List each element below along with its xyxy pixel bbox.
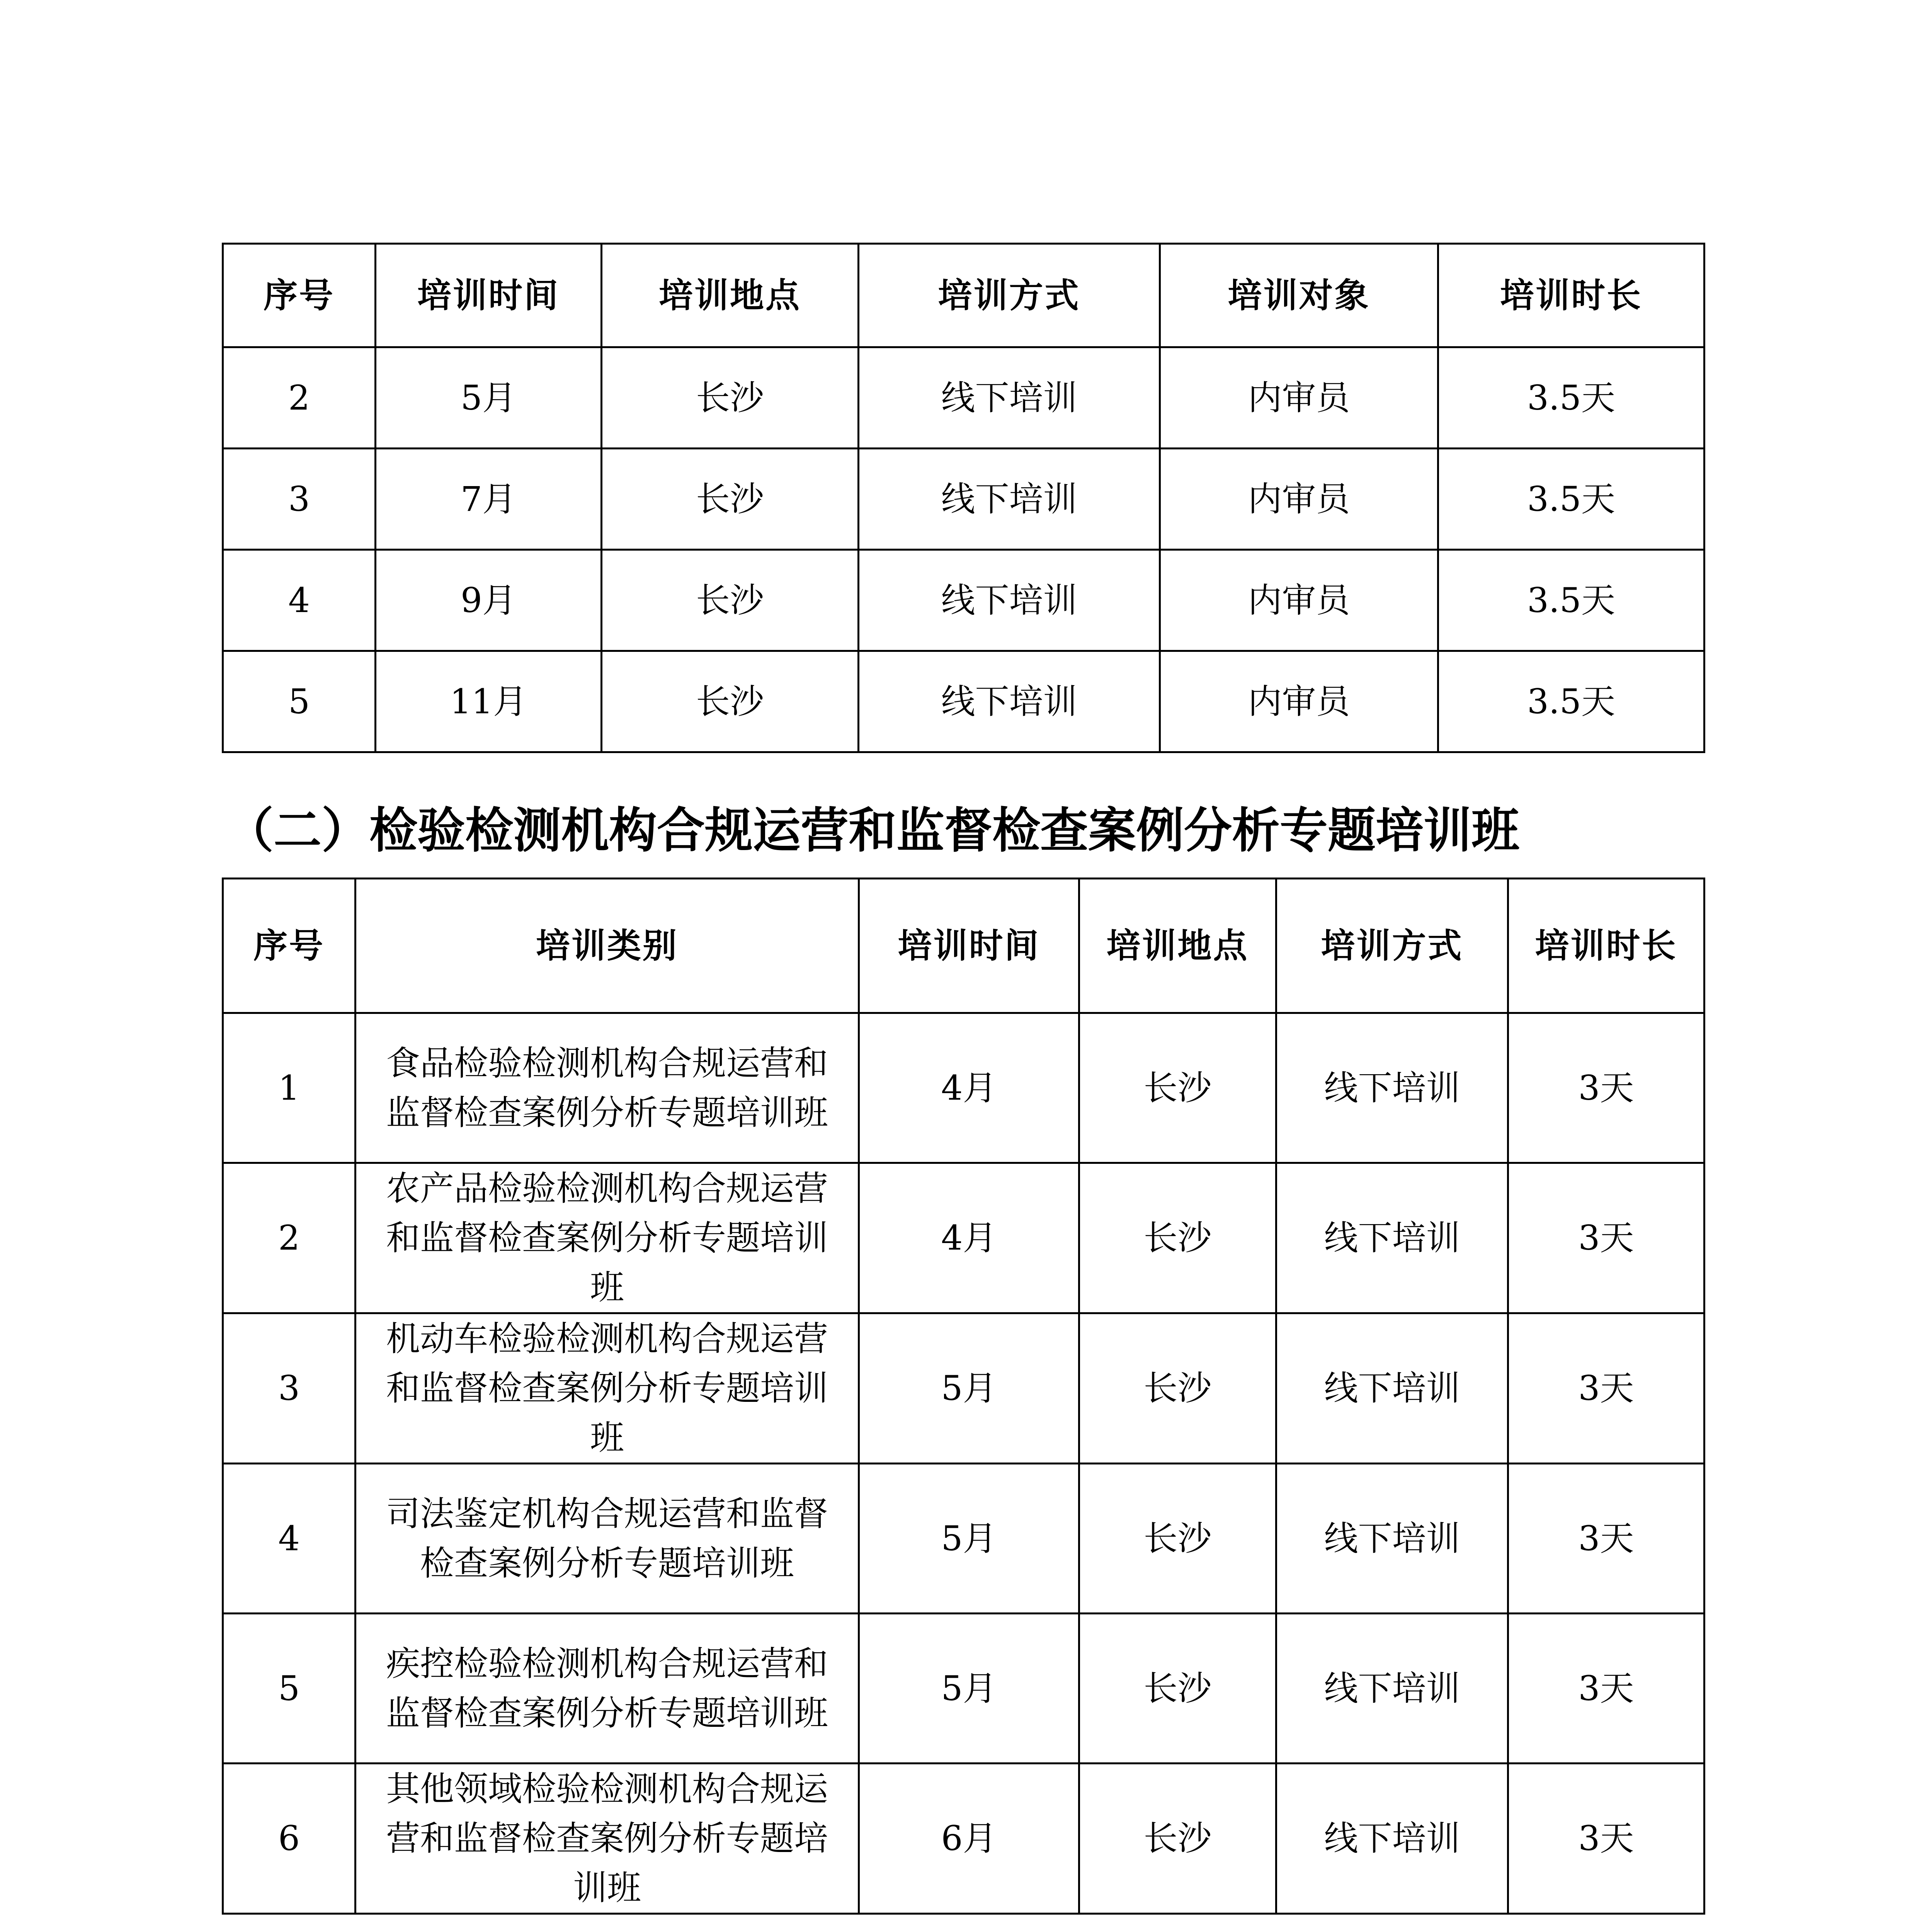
table-cell: 6: [223, 1764, 356, 1914]
table-row: [223, 1464, 1704, 1614]
table-cell: 4: [223, 1464, 356, 1614]
table-cell: 长沙: [602, 550, 859, 651]
header-cell: 培训地点: [602, 244, 859, 347]
table-row: [223, 347, 1704, 449]
table-cell: 3.5天: [1438, 347, 1704, 449]
header-cell: 培训方式: [859, 244, 1160, 347]
table-row: [223, 1614, 1704, 1764]
training-schedule-table-2: [222, 878, 1705, 1915]
table-cell: 食品检验检测机构合规运营和监督检查案例分析专题培训班: [356, 1013, 859, 1163]
table-cell: 5月: [859, 1464, 1079, 1614]
header-cell: 培训类别: [356, 879, 859, 1013]
table-header-row: [223, 879, 1704, 1013]
table-row: [223, 1163, 1704, 1313]
table-cell: 内审员: [1160, 651, 1438, 752]
table-cell: 长沙: [1079, 1764, 1276, 1914]
header-cell: 培训时长: [1438, 244, 1704, 347]
header-cell: 培训方式: [1276, 879, 1508, 1013]
header-cell: 培训时长: [1508, 879, 1704, 1013]
table-cell: 5: [223, 1614, 356, 1764]
table-cell: 9月: [376, 550, 602, 651]
table-cell: 内审员: [1160, 347, 1438, 449]
table-cell: 线下培训: [1276, 1614, 1508, 1764]
header-cell: 培训地点: [1079, 879, 1276, 1013]
table-header-row: [223, 244, 1704, 347]
table-cell: 线下培训: [1276, 1464, 1508, 1614]
table-cell: 内审员: [1160, 449, 1438, 550]
table-cell: 3天: [1508, 1163, 1704, 1313]
table-cell: 长沙: [1079, 1163, 1276, 1313]
header-cell: 培训对象: [1160, 244, 1438, 347]
table-cell: 线下培训: [1276, 1313, 1508, 1464]
table-cell: 线下培训: [1276, 1764, 1508, 1914]
table-cell: 5月: [859, 1313, 1079, 1464]
table-cell: 内审员: [1160, 550, 1438, 651]
table-cell: 3天: [1508, 1614, 1704, 1764]
table-cell: 长沙: [602, 651, 859, 752]
table-cell: 2: [223, 1163, 356, 1313]
header-cell: 培训时间: [376, 244, 602, 347]
table-cell: 长沙: [602, 347, 859, 449]
table-cell: 3天: [1508, 1464, 1704, 1614]
table-cell: 线下培训: [1276, 1163, 1508, 1313]
table-cell: 3: [223, 449, 376, 550]
header-cell: 序号: [223, 879, 356, 1013]
table-cell: 长沙: [1079, 1013, 1276, 1163]
table-cell: 5月: [859, 1614, 1079, 1764]
table-cell: 农产品检验检测机构合规运营和监督检查案例分析专题培训班: [356, 1163, 859, 1313]
table-cell: 长沙: [1079, 1464, 1276, 1614]
table-cell: 4月: [859, 1013, 1079, 1163]
table-cell: 长沙: [602, 449, 859, 550]
table-row: [223, 651, 1704, 752]
table-cell: 线下培训: [859, 550, 1160, 651]
table-cell: 2: [223, 347, 376, 449]
table-cell: 3.5天: [1438, 651, 1704, 752]
table-cell: 线下培训: [859, 449, 1160, 550]
table-row: [223, 550, 1704, 651]
table-cell: 3.5天: [1438, 449, 1704, 550]
table-cell: 线下培训: [859, 347, 1160, 449]
table-cell: 11月: [376, 651, 602, 752]
table-cell: 3天: [1508, 1764, 1704, 1914]
table-cell: 3天: [1508, 1013, 1704, 1163]
table-cell: 4: [223, 550, 376, 651]
table-row: [223, 1013, 1704, 1163]
table-cell: 4月: [859, 1163, 1079, 1313]
table-cell: 长沙: [1079, 1614, 1276, 1764]
table-cell: 7月: [376, 449, 602, 550]
header-cell: 序号: [223, 244, 376, 347]
table-cell: 线下培训: [1276, 1013, 1508, 1163]
table-row: [223, 1313, 1704, 1464]
table-cell: 长沙: [1079, 1313, 1276, 1464]
table-cell: 6月: [859, 1764, 1079, 1914]
table-cell: 5: [223, 651, 376, 752]
table-cell: 其他领域检验检测机构合规运营和监督检查案例分析专题培训班: [356, 1764, 859, 1914]
table-cell: 3.5天: [1438, 550, 1704, 651]
table-cell: 3天: [1508, 1313, 1704, 1464]
table-cell: 5月: [376, 347, 602, 449]
table-cell: 司法鉴定机构合规运营和监督检查案例分析专题培训班: [356, 1464, 859, 1614]
section-heading-2: （二）检验检测机构合规运营和监督检查案例分析专题培训班: [226, 803, 1520, 859]
header-cell: 培训时间: [859, 879, 1079, 1013]
table-cell: 1: [223, 1013, 356, 1163]
table-row: [223, 449, 1704, 550]
table-cell: 疾控检验检测机构合规运营和监督检查案例分析专题培训班: [356, 1614, 859, 1764]
training-schedule-table-1: [222, 243, 1705, 753]
table-cell: 线下培训: [859, 651, 1160, 752]
table-cell: 机动车检验检测机构合规运营和监督检查案例分析专题培训班: [356, 1313, 859, 1464]
table-row: [223, 1764, 1704, 1914]
table-cell: 3: [223, 1313, 356, 1464]
